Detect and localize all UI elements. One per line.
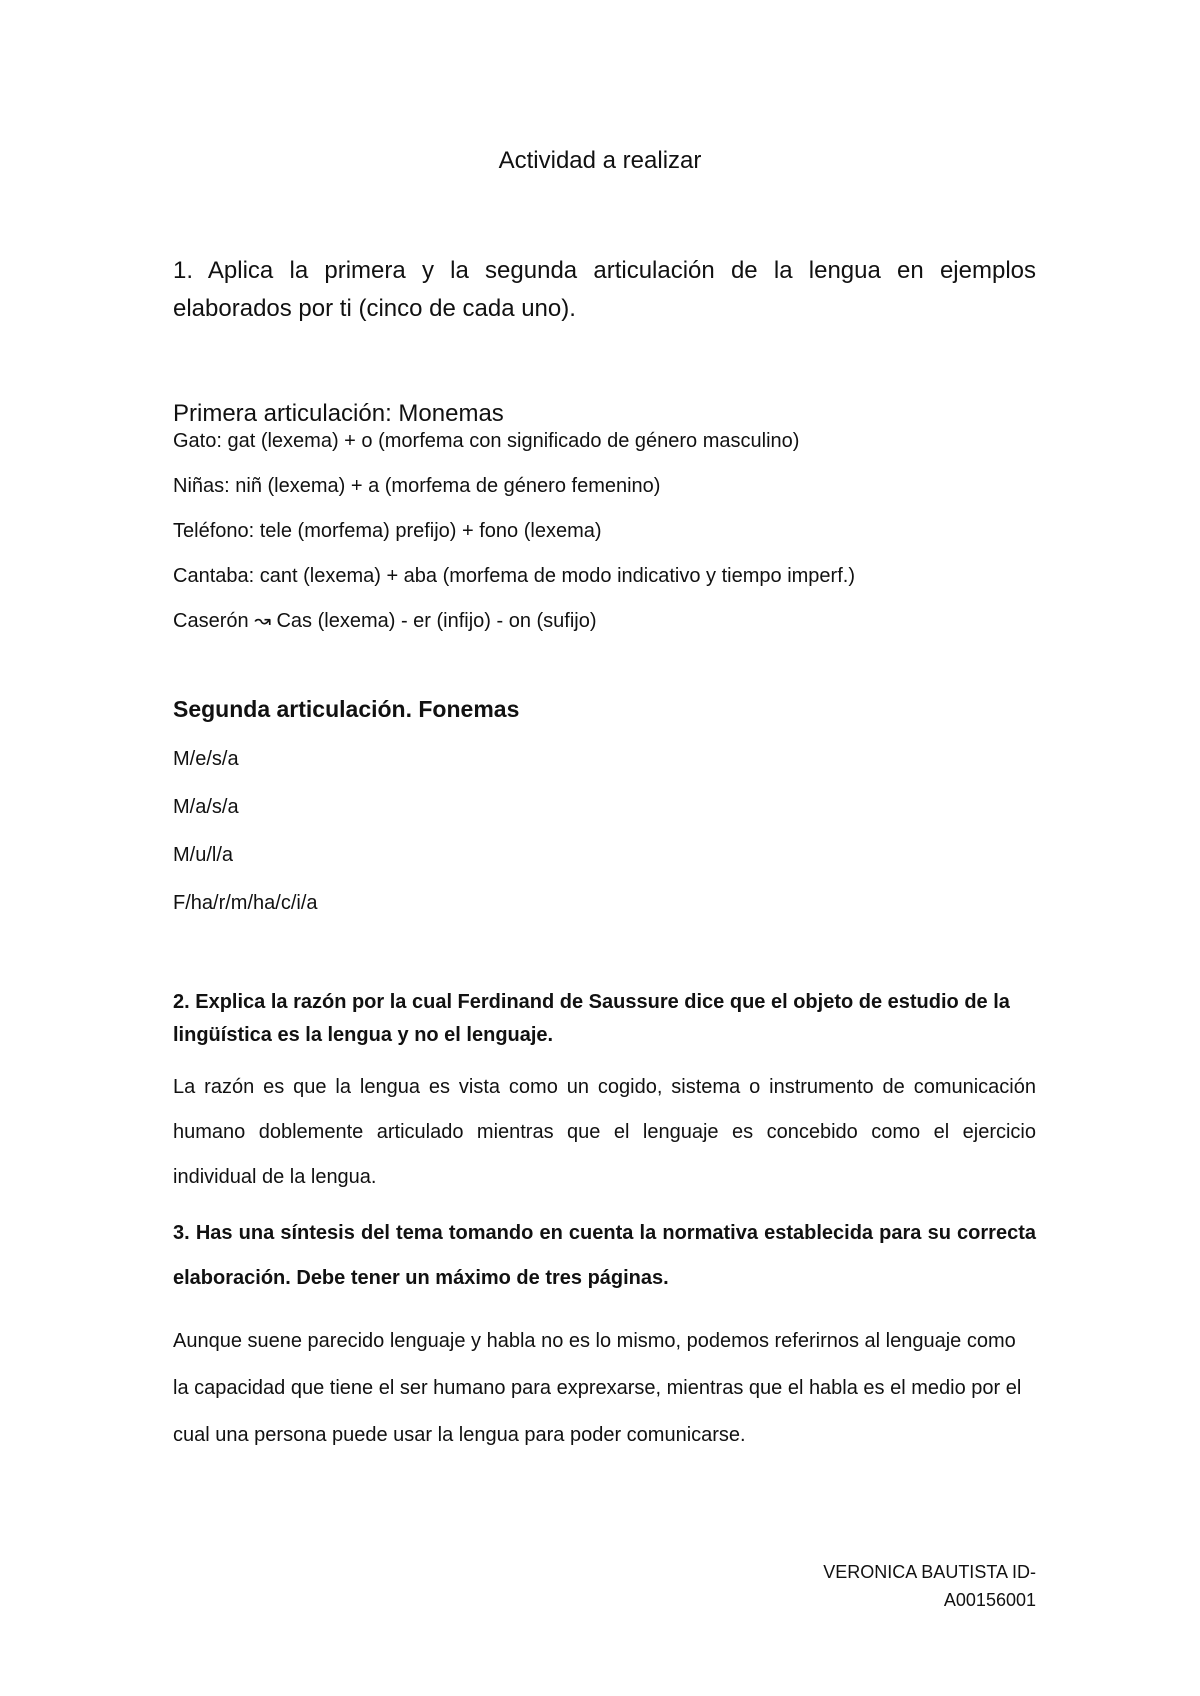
document-title: Actividad a realizar bbox=[498, 147, 702, 174]
question-3: 3. Has una síntesis del tema tomando en cuenta la normativa establecida para su correcta elaboración. Debe tener un máximo de tres páginas. bbox=[173, 1222, 1036, 1289]
segunda-articulacion-heading: Segunda articulación. Fonemas bbox=[173, 696, 520, 722]
primera-articulacion-heading: Primera articulación: Monemas bbox=[173, 400, 504, 427]
answer-2: La razón es que la lengua es vista como un cogido, sistema o instrumento de comunicación humano doblemente articulado mientras que el lenguaje es concebido como el ejercicio individual de la lengua. bbox=[173, 1076, 1036, 1188]
fonema-example-2: M/a/s/a bbox=[173, 796, 239, 818]
monema-example-5: Caserón ↝ Cas (lexema) - er (infijo) - on (sufijo) bbox=[173, 610, 597, 632]
monema-example-3: Teléfono: tele (morfema) prefijo) + fono (lexema) bbox=[173, 520, 602, 542]
fonema-example-4: F/ha/r/m/ha/c/i/a bbox=[173, 892, 318, 914]
monema-example-4: Cantaba: cant (lexema) + aba (morfema de modo indicativo y tiempo imperf.) bbox=[173, 565, 855, 587]
footer-author-id: A00156001 bbox=[943, 1590, 1036, 1610]
monema-example-1: Gato: gat (lexema) + o (morfema con significado de género masculino) bbox=[173, 430, 800, 452]
footer-author-name: VERONICA BAUTISTA ID- bbox=[823, 1562, 1036, 1582]
question-2: 2. Explica la razón por la cual Ferdinand de Saussure dice que el objeto de estudio de la lingüística es la lengua y no el lenguaje. bbox=[173, 991, 1010, 1046]
fonema-example-1: M/e/s/a bbox=[173, 748, 239, 770]
author-footer bbox=[736, 1558, 1036, 1614]
answer-3: Aunque suene parecido lenguaje y habla no es lo mismo, podemos referirnos al lenguaje como la capacidad que tiene el ser humano para exprexarse, mientras que el habla es el medio por el cual una persona puede usar la lengua para poder comunicarse. bbox=[173, 1330, 1022, 1446]
question-1: 1. Aplica la primera y la segunda articulación de la lengua en ejemplos elaborados por ti (cinco de cada uno). bbox=[173, 257, 1036, 322]
fonema-example-3: M/u/l/a bbox=[173, 844, 234, 866]
monema-example-2: Niñas: niñ (lexema) + a (morfema de género femenino) bbox=[173, 475, 661, 497]
